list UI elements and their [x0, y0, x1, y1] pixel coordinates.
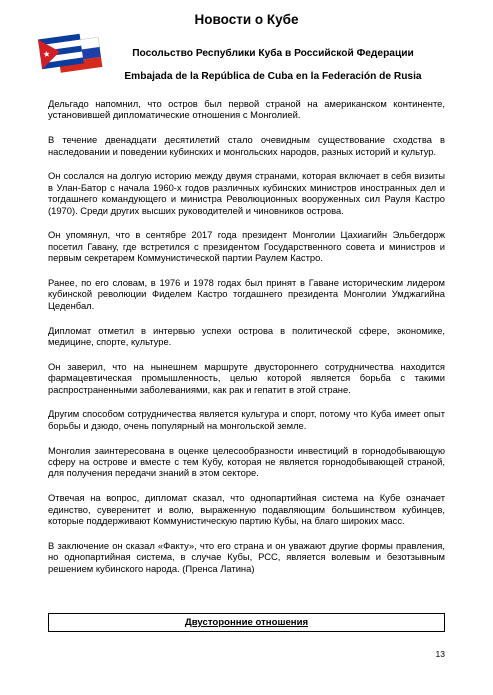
article-paragraph: В заключение он сказал «Факту», что его страна и он уважают другие формы правления, но однопартийная система, в случае Кубы, РСС, является волевым и безотзывным решением кубинского народа. (Пренса Латина) — [48, 539, 445, 574]
embassy-name-spanish: Embajada de la República de Cuba en la Federación de Rusia — [124, 71, 422, 82]
section-heading-box — [48, 613, 445, 632]
article-paragraph: В течение двенадцати десятилетий стало очевидным существование сходства в наследовании и поведении кубинских и монгольских народов, разных историй и культур. — [48, 134, 445, 157]
article-paragraph: Дельгадо напомнил, что остров был первой страной на американском континенте, установившей дипломатические отношения с Монголией. — [48, 98, 445, 121]
section-title: Двусторонние отношения — [184, 617, 309, 628]
article-paragraph: Он упомянул, что в сентябре 2017 года президент Монголии Цахиагийн Эльбегдорж посетил Гавану, где встретился с президентом Государственного совета и министров и первым секретарем Коммунистической партии Раулем Кастро. — [48, 229, 445, 264]
cuba-russia-flags-icon — [37, 31, 107, 87]
embassy-name-russian: Посольство Республики Куба в Российской Федерации — [132, 48, 414, 59]
article-paragraph: Дипломат отметил в интервью успехи острова в политической сфере, экономике, медицине, спорте, культуре. — [48, 324, 445, 348]
article-paragraph: Отвечая на вопрос, дипломат сказал, что однопартийная система на Кубе означает единство, суверенитет и волю, выраженную подавляющим большинством кубинцев, которые поддерживают Коммунистическую партию Кубы, на благо широких масс. — [48, 492, 445, 527]
page-title: Новости о Кубе — [194, 12, 299, 27]
article-paragraph: Он заверил, что на нынешнем маршруте двустороннего сотрудничества находится фармацевтическая промышленность, целью которой является борьба с такими распространенными заболеваниями, как рак и гепатит в этой стране. — [48, 360, 445, 395]
article-paragraph: Другим способом сотрудничества является культура и спорт, потому что Куба имеет опыт борьбы и дзюдо, очень популярный на монгольской земле. — [48, 408, 445, 431]
article-paragraph: Он сослался на долгую историю между двумя странами, которая включает в себя визиты в Улан-Батор с начала 1960-х годов различных кубинских министров иностранных дел и тогдашнего командующего и министра Революционных вооруженных сил Рауля Кастро (1970). Среди других высших руководителей и чиновников острова. — [48, 170, 445, 216]
page-number: 13 — [435, 649, 445, 659]
article-paragraph: Ранее, по его словам, в 1976 и 1978 годах был принят в Гаване историческим лидером кубинской революции Фиделем Кастро тогдашнего президента Монголии Умджагийна Цеденбал. — [48, 277, 445, 311]
article-paragraph: Монголия заинтересована в оценке целесообразности инвестиций в горнодобывающую сферу на острове и вместе с тем Кубу, которая не является горнодобывающей страной, для получения передачи знаний в этом секторе. — [48, 444, 445, 479]
article-body — [48, 98, 445, 587]
